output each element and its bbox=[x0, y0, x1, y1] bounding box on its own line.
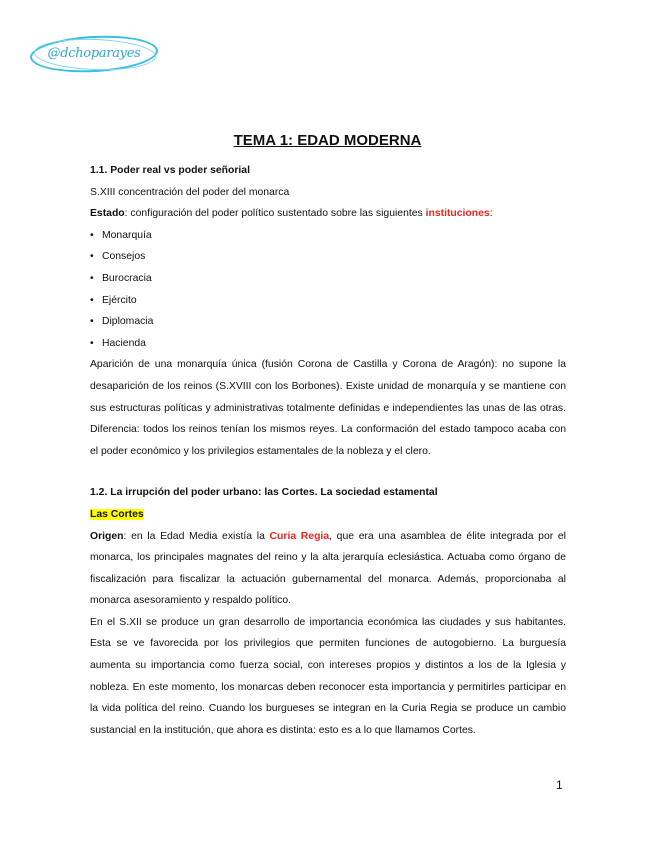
list-item: • Hacienda bbox=[90, 333, 566, 355]
institutions-list bbox=[90, 225, 566, 355]
list-item: • Consejos bbox=[90, 246, 566, 268]
paragraph: Aparición de una monarquía única (fusión Corona de Castilla y Corona de Aragón): no supone la desaparición de los reinos (S.XVIII con los Borbones). Existe unidad de monarquía y se mantiene con sus estructuras políticas y administrativas totalmente definidas e independientes las unas de las otras. Diferencia: todos los reinos tenían los mismos reyes. La conformación del estado tampoco acaba con el poder económico y los privilegios estamentales de la nobleza y el clero. bbox=[90, 359, 566, 457]
highlight-term: Curia Regia bbox=[269, 530, 330, 542]
paragraph: En el S.XII se produce un gran desarrollo de importancia económica las ciudades y sus habitantes. Esta se ve favorecida por los privilegios que permiten funciones de autogobierno. La burguesía aumenta su importancia como fuerza social, con intereses propios y distintos a los de la Iglesia y nobleza. En este momento, los monarcas deben reconocer esta importancia y permitirles participar en la vida política del reino. Cuando los burgueses se integran en la Curia Regia se produce un cambio sustancial en la institución, que ahora es distinta: esto es a lo que llamamos Cortes. bbox=[90, 616, 566, 736]
subheading bbox=[90, 504, 566, 526]
section-heading: 1.1. Poder real vs poder señorial bbox=[90, 165, 250, 176]
term: Estado bbox=[90, 208, 125, 220]
section-heading: 1.2. La irrupción del poder urbano: las Cortes. La sociedad estamental bbox=[90, 487, 438, 499]
list-item: • Diplomacia bbox=[90, 311, 566, 333]
logo-text: @dchoparayes bbox=[47, 46, 141, 61]
paragraph-origen bbox=[90, 526, 566, 612]
logo bbox=[30, 36, 158, 72]
list-item: • Monarquía bbox=[90, 225, 566, 247]
highlight-term: instituciones bbox=[425, 208, 490, 220]
text: : configuración del poder político sustentado sobre las siguientes bbox=[124, 208, 426, 220]
text: , que era una asamblea de élite integrada por el monarca, los principales magnates del reino y la alta jerarquía eclesiástica. Actuaba como órgano de fiscalización para fiscalizar la actuación gubernamental del monarca. Además, proporcionaba al monarca asesoramiento y respaldo político. bbox=[90, 530, 566, 607]
term: Origen bbox=[90, 530, 124, 542]
list-item: • Burocracia bbox=[90, 268, 566, 290]
highlighted-subheading: Las Cortes bbox=[90, 508, 144, 520]
text: : en la Edad Media existía la bbox=[123, 530, 270, 542]
list-item: • Ejército bbox=[90, 290, 566, 312]
paragraph: S.XIII concentración del poder del monarca bbox=[90, 186, 290, 198]
page-title: TEMA 1: EDAD MODERNA bbox=[233, 132, 422, 149]
text: : bbox=[489, 208, 493, 220]
document-body bbox=[90, 160, 566, 741]
paragraph-estado bbox=[90, 203, 566, 225]
page-number: 1 bbox=[556, 778, 563, 792]
